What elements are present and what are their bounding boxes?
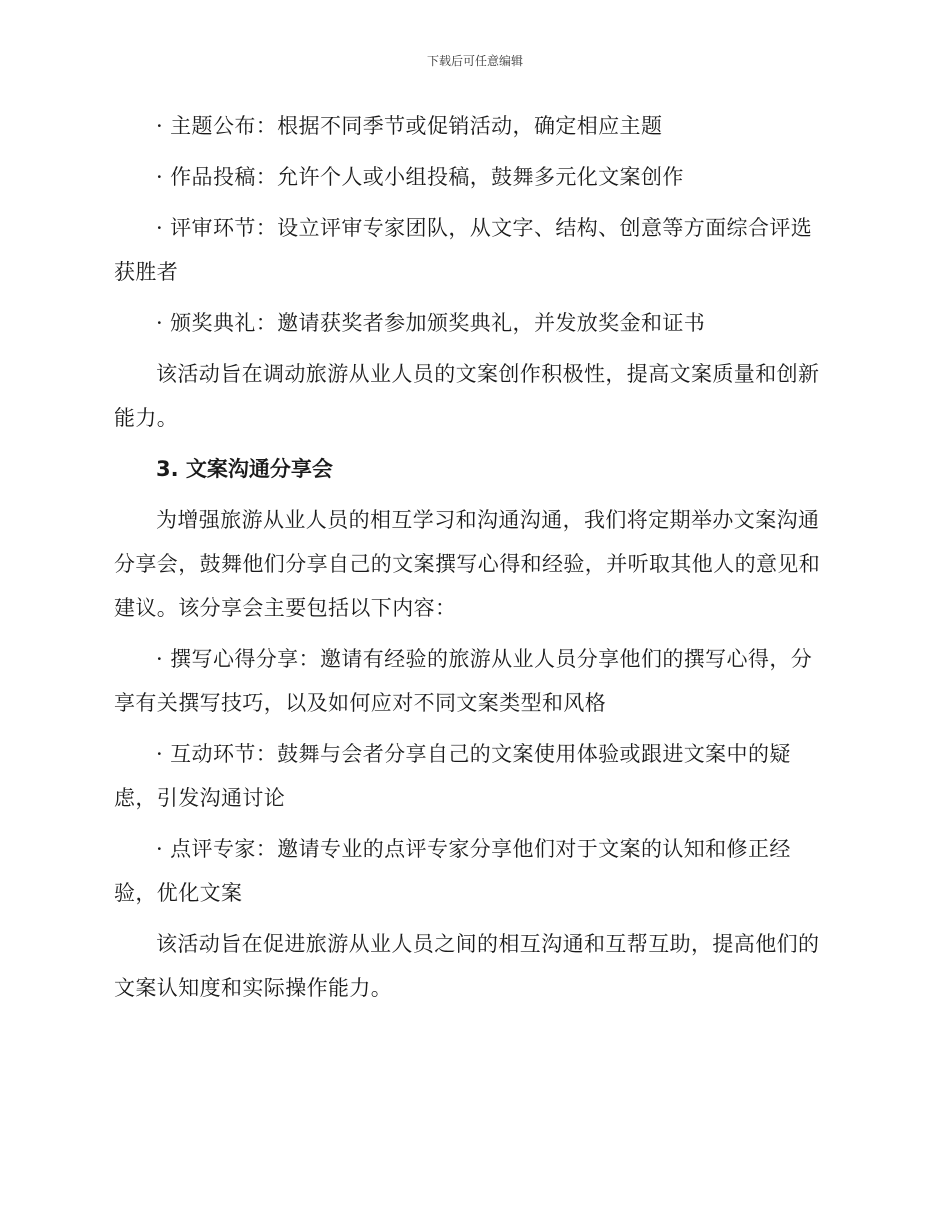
section-heading: 3. 文案沟通分享会 [156,457,333,481]
bullet-item: · 颁奖典礼：邀请获奖者参加颁奖典礼，并发放奖金和证书 [156,311,706,335]
page-header: 下载后可任意编辑 [426,54,523,68]
summary-paragraph: 该活动旨在促进旅游从业人员之间的相互沟通和互帮互助，提高他们的文案认知度和实际操作能力。 [114,932,820,1000]
bullet-item: · 点评专家：邀请专业的点评专家分享他们对于文案的认知和修正经验，优化文案 [114,837,791,905]
bullet-item: · 作品投稿：允许个人或小组投稿，鼓舞多元化文案创作 [156,165,684,189]
bullet-item: · 主题公布：根据不同季节或促销活动，确定相应主题 [156,114,663,138]
document-body [114,104,832,1017]
bullet-item: · 撰写心得分享：邀请有经验的旅游从业人员分享他们的撰写心得，分享有关撰写技巧，以及如何应对不同文案类型和风格 [114,647,813,715]
bullet-item: · 互动环节：鼓舞与会者分享自己的文案使用体验或跟进文案中的疑虑，引发沟通讨论 [114,742,791,810]
intro-paragraph: 为增强旅游从业人员的相互学习和沟通沟通，我们将定期举办文案沟通分享会，鼓舞他们分享自己的文案撰写心得和经验，并听取其他人的意见和建议。该分享会主要包括以下内容： [114,508,821,620]
bullet-item: · 评审环节：设立评审专家团队，从文字、结构、创意等方面综合评选获胜者 [114,216,813,284]
summary-paragraph: 该活动旨在调动旅游从业人员的文案创作积极性，提高文案质量和创新能力。 [114,362,820,430]
